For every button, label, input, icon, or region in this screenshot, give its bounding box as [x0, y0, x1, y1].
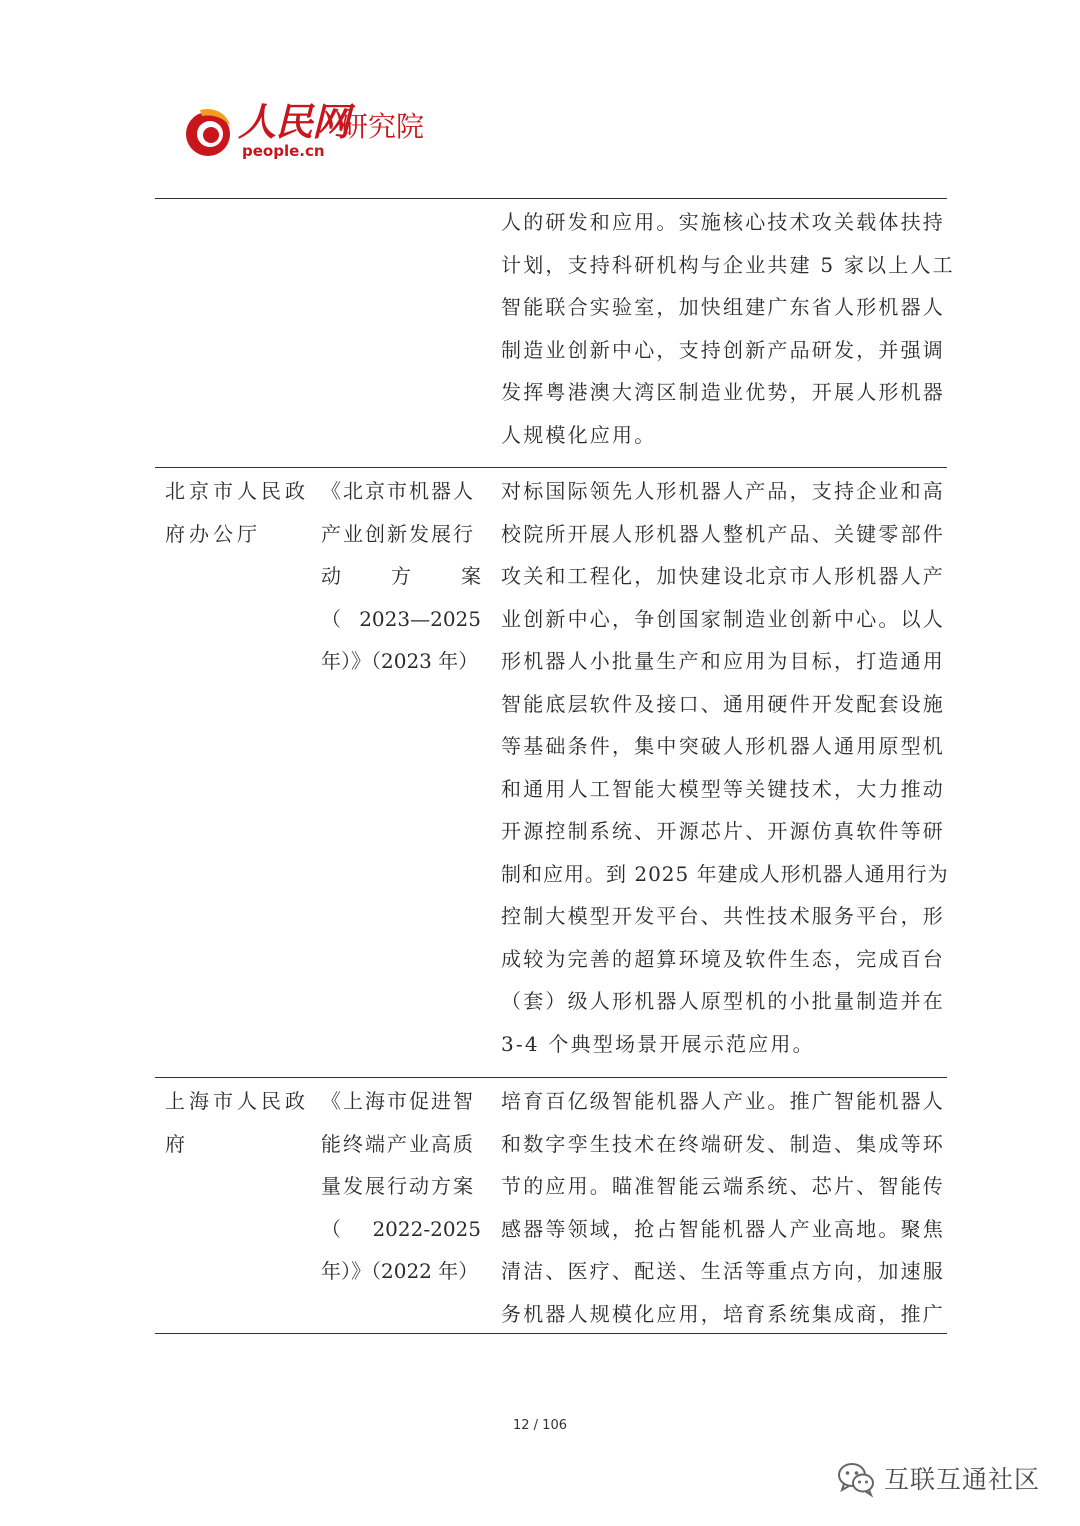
- content-line: 开源控制系统、开源芯片、开源仿真软件等研: [501, 819, 945, 843]
- content-line: 业创新中心，争创国家制造业创新中心。以人: [501, 606, 945, 631]
- wechat-icon: [836, 1458, 876, 1498]
- content-line: 成较为完善的超算环境及软件生态，完成百台: [501, 946, 945, 971]
- content-line: 控制大模型开发平台、共性技术服务平台，形: [501, 904, 945, 928]
- issuer-line: 府: [165, 1131, 189, 1156]
- table-row: [155, 198, 955, 468]
- title-line: （ 2022-2025: [321, 1216, 481, 1241]
- table-row: [155, 1077, 947, 1334]
- title-line: 动 方 案: [321, 564, 481, 588]
- content-line: 对标国际领先人形机器人产品，支持企业和高: [501, 479, 945, 503]
- content-line: （套）级人形机器人原型机的小批量制造并在: [501, 989, 945, 1013]
- content-line: 等基础条件，集中突破人形机器人通用原型机: [501, 734, 945, 758]
- issuer-cell: [165, 468, 309, 555]
- people-cn-logo: [180, 100, 440, 164]
- title-line: 《北京市机器人: [321, 479, 475, 503]
- title-line: （ 2023—2025: [321, 606, 481, 631]
- wechat-watermark: [836, 1458, 1040, 1498]
- issuer-cell: [165, 1078, 309, 1165]
- content-line: 智能底层软件及接口、通用硬件开发配套设施: [501, 691, 945, 716]
- logo-domain: people.cn: [242, 142, 325, 160]
- content-line: 3-4 个典型场景开展示范应用。: [501, 1031, 815, 1056]
- content-line: 清洁、医疗、配送、生活等重点方向，加速服: [501, 1259, 945, 1283]
- content-line: 感器等领域，抢占智能机器人产业高地。聚焦: [501, 1216, 945, 1241]
- content-line: 培育百亿级智能机器人产业。推广智能机器人: [501, 1089, 945, 1113]
- content-line: 发挥粤港澳大湾区制造业优势，开展人形机器: [501, 380, 945, 404]
- logo-wordmark: 人民网: [238, 99, 350, 144]
- content-line: 攻关和工程化，加快建设北京市人形机器人产: [501, 564, 945, 588]
- policy-title-cell: [321, 1078, 481, 1293]
- issuer-line: 上海市人民政: [165, 1089, 309, 1113]
- content-line: 节的应用。瞄准智能云端系统、芯片、智能传: [501, 1174, 945, 1198]
- title-line: 能终端产业高质: [321, 1131, 475, 1156]
- content-line: 形机器人小批量生产和应用为目标，打造通用: [501, 649, 945, 673]
- content-line: 人的研发和应用。实施核心技术攻关载体扶持: [501, 210, 945, 234]
- title-line: 年）》（2023 年）: [321, 649, 479, 673]
- content-line: 和数字孪生技术在终端研发、制造、集成等环: [501, 1131, 945, 1156]
- content-line: 智能联合实验室，加快组建广东省人形机器人: [501, 295, 945, 319]
- issuer-line: 府办公厅: [165, 521, 261, 546]
- issuer-line: 北京市人民政: [165, 479, 309, 503]
- title-line: 年）》（2022 年）: [321, 1259, 479, 1283]
- content-line: 务机器人规模化应用，培育系统集成商，推广: [501, 1301, 945, 1326]
- content-line: 和通用人工智能大模型等关键技术，大力推动: [501, 776, 945, 801]
- title-line: 量发展行动方案: [321, 1174, 475, 1198]
- policy-content: [501, 1078, 945, 1335]
- title-line: 产业创新发展行: [321, 521, 475, 546]
- watermark-text: 互联互通社区: [884, 1465, 1041, 1494]
- title-line: 《上海市促进智: [321, 1089, 475, 1113]
- policy-content: [501, 468, 949, 1065]
- people-logo-icon: [180, 104, 236, 160]
- policy-content: [501, 199, 955, 456]
- content-line: 制和应用。到 2025 年建成人形机器人通用行为: [501, 861, 949, 886]
- table-row: [155, 467, 947, 1078]
- content-line: 计划，支持科研机构与企业共建 5 家以上人工: [501, 252, 955, 277]
- content-line: 制造业创新中心，支持创新产品研发，并强调: [501, 337, 945, 362]
- content-line: 校院所开展人形机器人整机产品、关键零部件: [501, 521, 945, 546]
- logo-subtitle: 研究院: [340, 110, 425, 143]
- page-number: 12 / 106: [513, 1418, 567, 1433]
- policy-title-cell: [321, 468, 481, 683]
- content-line: 人规模化应用。: [501, 422, 657, 447]
